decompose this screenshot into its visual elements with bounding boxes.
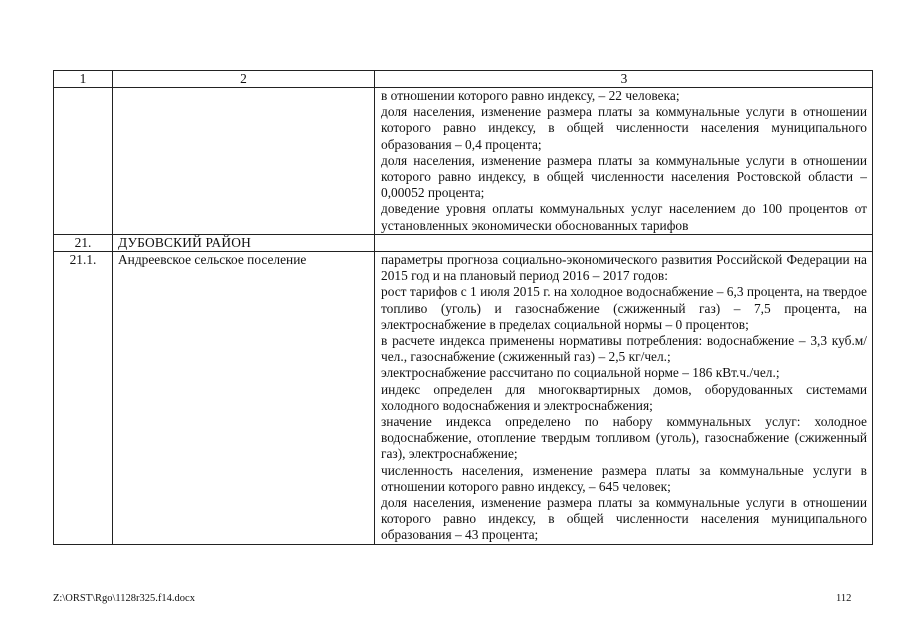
paragraph: доля населения, изменение размера платы за коммунальные услуги в отношении которого равно индексу, в общей численности населения муниципального образования – 43 процента; <box>381 495 867 543</box>
tariff-table <box>53 70 873 545</box>
paragraph: в расчете индекса применены нормативы потребления: водоснабжение – 3,3 куб.м/чел., газоснабжение (сжиженный газ) – 2,5 кг/чел.; <box>381 333 867 365</box>
paragraph: значение индекса определено по набору коммунальных услуг: холодное водоснабжение, отопление твердым топливом (уголь), газоснабжение (сжиженный газ), электроснабжение; <box>381 414 867 462</box>
paragraph: доля населения, изменение размера платы за коммунальные услуги в отношении которого равно индексу, в общей численности населения муниципального образования – 0,4 процента; <box>381 104 867 152</box>
table-row <box>54 88 873 235</box>
paragraph: численность населения, изменение размера платы за коммунальные услуги в отношении которого равно индексу, – 645 человек; <box>381 462 867 494</box>
paragraph: в отношении которого равно индексу, – 22 человека; <box>381 88 680 103</box>
row-number-cell: 21.1. <box>54 252 113 545</box>
header-col-1: 1 <box>54 71 113 88</box>
footer-file-path: Z:\ORST\Rgo\1128r325.f14.docx <box>53 593 195 604</box>
footer-page-number: 112 <box>836 593 852 604</box>
header-col-2: 2 <box>113 71 375 88</box>
header-col-3: 3 <box>375 71 873 88</box>
paragraph: доля населения, изменение размера платы за коммунальные услуги в отношении которого равно индексу, в общей численности населения Ростовской области – 0,00052 процента; <box>381 152 867 201</box>
paragraph: электроснабжение рассчитано по социальной норме – 186 кВт.ч./чел.; <box>381 365 780 381</box>
row-content-cell <box>375 252 873 545</box>
settlement-name: Андреевское сельское поселение <box>113 252 375 545</box>
table-row-region <box>54 234 873 251</box>
paragraph: рост тарифов с 1 июля 2015 г. на холодное водоснабжение – 6,3 процента, на твердое топливо (уголь) и газоснабжение (сжиженный газ) – 7,5 процента, на электроснабжение в пределах социальной нормы – 0 процентов; <box>381 284 867 332</box>
table-row <box>54 252 873 545</box>
paragraph: параметры прогноза социально-экономического развития Российской Федерации на 2015 год и на плановый период 2016 – 2017 годов: <box>381 252 867 284</box>
document-page <box>53 70 873 545</box>
row-number-cell <box>54 88 113 235</box>
paragraph: индекс определен для многоквартирных домов, оборудованных системами холодного водоснабжения и электроснабжения; <box>381 381 867 413</box>
row-name-cell <box>113 88 375 235</box>
row-content-cell <box>375 234 873 251</box>
row-number-cell: 21. <box>54 234 113 251</box>
paragraph: доведение уровня оплаты коммунальных услуг населением до 100 процентов от установленных экономически обоснованных тарифов <box>381 201 867 233</box>
row-content-cell <box>375 88 873 235</box>
table-header-row <box>54 71 873 88</box>
region-name: ДУБОВСКИЙ РАЙОН <box>113 234 375 251</box>
